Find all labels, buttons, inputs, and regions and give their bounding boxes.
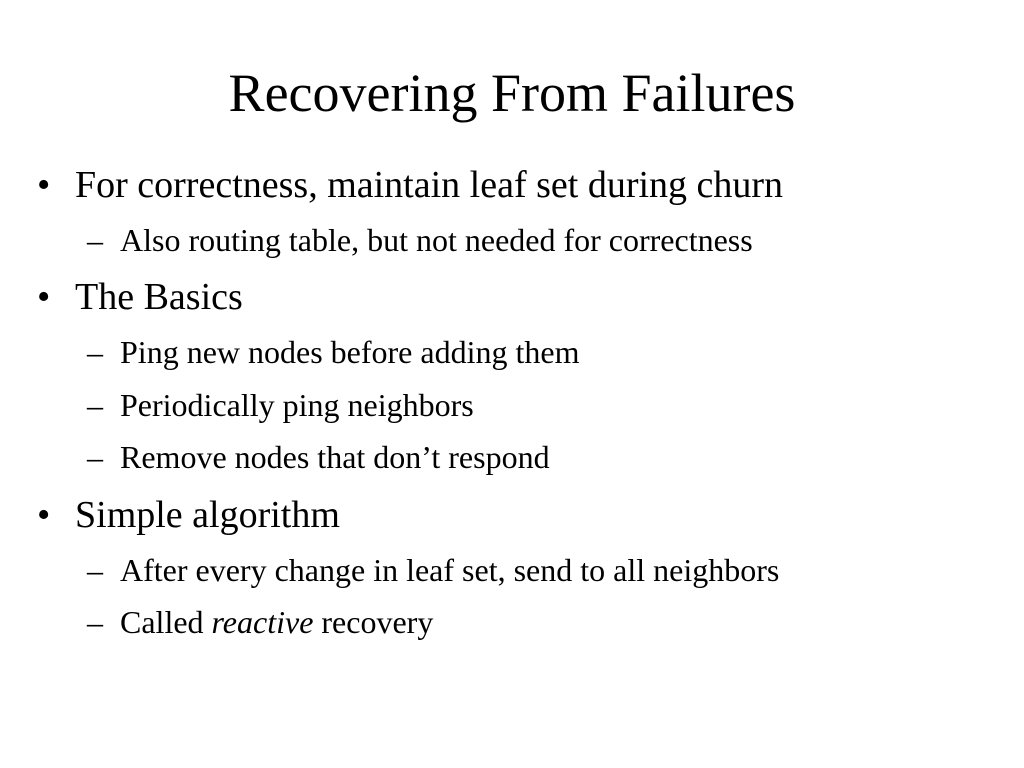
sub-item-text [120,602,433,642]
bullet-dot-icon: • [37,276,51,318]
bullet-text: For correctness, maintain leaf set during churn [75,164,784,206]
text-before: Called [120,604,212,640]
sub-item-text: Also routing table, but not needed for correctness [120,222,753,258]
sub-item-text: Remove nodes that don’t respond [120,439,550,475]
slide-title: Recovering From Failures [228,63,796,123]
sub-item-text: Ping new nodes before adding them [120,334,580,370]
dash-icon: – [87,604,103,640]
bullet-text: The Basics [75,276,243,318]
text-after: recovery [313,604,434,640]
dash-icon: – [87,439,103,475]
dash-icon: – [87,222,103,258]
bullet-dot-icon: • [37,494,51,536]
dash-icon: – [87,552,103,588]
sub-item-text: Periodically ping neighbors [120,387,474,423]
dash-icon: – [87,387,103,423]
bullet-dot-icon: • [37,164,51,206]
dash-icon: – [87,334,103,370]
emphasis-reactive: reactive [211,604,314,640]
bullet-text: Simple algorithm [75,494,340,536]
sub-item-text: After every change in leaf set, send to all neighbors [120,552,780,588]
